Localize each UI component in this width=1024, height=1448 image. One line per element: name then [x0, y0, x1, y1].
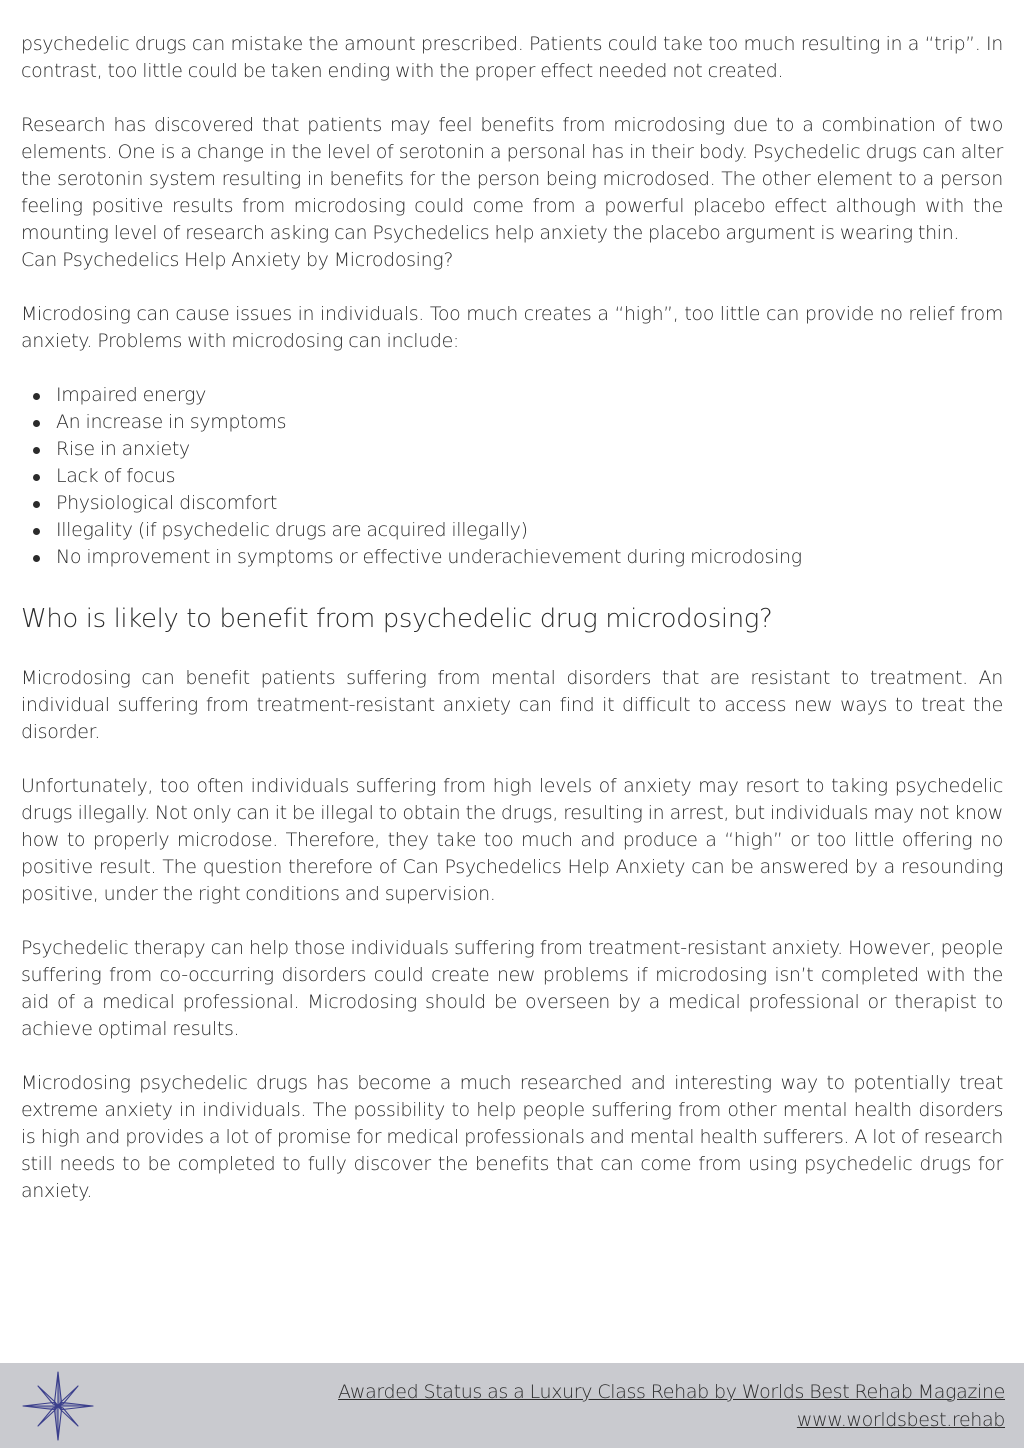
paragraph-research: Research has discovered that patients may feel benefits from microdosing due to a combination of two elements. One is a change in the level of serotonin a personal has in their body. Psychedelic drugs can alter the serotonin system resulting in benefits for the person being microdosed. The other element to a person feeling positive results from microdosing could come from a powerful placebo effect although with the mounting level of research asking can Psychedelics help anxiety the placebo argument is wearing thin.	[21, 114, 1003, 244]
paragraph-subheading: Can Psychedelics Help Anxiety by Microdosing?	[21, 249, 454, 271]
paragraph-conclusion: Microdosing psychedelic drugs has become a much researched and interesting way to potentially treat extreme anxiety in individuals. The possibility to help people suffering from other mental health disorders is high and provides a lot of promise for medical professionals and mental health sufferers. A lot of research still needs to be completed to fully discover the benefits that can come from using psychedelic drugs for anxiety.	[21, 1072, 1003, 1202]
list-item	[56, 517, 1003, 544]
bullet-icon	[33, 474, 40, 481]
paragraph-issues-intro: Microdosing can cause issues in individuals. Too much creates a “high”, too little can provide no relief from anxiety. Problems with microdosing can include:	[21, 303, 1003, 352]
list-item	[56, 490, 1003, 517]
list-item-text: Impaired energy	[56, 384, 207, 406]
bullet-icon	[33, 447, 40, 454]
paragraph-benefit: Microdosing can benefit patients suffering from mental disorders that are resistant to treatment. An individual suffering from treatment-resistant anxiety can find it difficult to access new ways to treat the disorder.	[21, 667, 1003, 743]
list-item-text: Illegality (if psychedelic drugs are acquired illegally)	[56, 519, 528, 541]
paragraph-therapy: Psychedelic therapy can help those individuals suffering from treatment-resistant anxiety. However, people suffering from co-occurring disorders could create new problems if microdosing isn’t completed with the aid of a medical professional. Microdosing should be overseen by a medical professional or therapist to achieve optimal results.	[21, 937, 1003, 1040]
list-item	[56, 544, 1003, 571]
award-link[interactable]: Awarded Status as a Luxury Class Rehab by Worlds Best Rehab Magazine	[338, 1381, 1005, 1403]
list-item-text: No improvement in symptoms or effective underachievement during microdosing	[56, 546, 802, 568]
paragraph-intro: psychedelic drugs can mistake the amount prescribed. Patients could take too much resulting in a “trip”. In contrast, too little could be taken ending with the proper effect needed not created.	[21, 33, 1003, 82]
list-item	[56, 382, 1003, 409]
paragraph-illegal-use: Unfortunately, too often individuals suffering from high levels of anxiety may resort to taking psychedelic drugs illegally. Not only can it be illegal to obtain the drugs, resulting in arrest, but individuals may not know how to properly microdose. Therefore, they take too much and produce a “high” or too little offering no positive result. The question therefore of Can Psychedelics Help Anxiety can be answered by a resounding positive, under the right conditions and supervision.	[21, 775, 1003, 905]
list-item	[56, 436, 1003, 463]
footer-links	[338, 1378, 1005, 1434]
list-item-text: An increase in symptoms	[56, 411, 287, 433]
list-item-text: Rise in anxiety	[56, 438, 190, 460]
bullet-icon	[33, 528, 40, 535]
bullet-icon	[33, 501, 40, 508]
bullet-icon	[33, 555, 40, 562]
list-item	[56, 409, 1003, 436]
footer-bar	[0, 1363, 1024, 1448]
bullet-icon	[33, 420, 40, 427]
list-item-text: Lack of focus	[56, 465, 176, 487]
list-item	[56, 463, 1003, 490]
section-heading: Who is likely to benefit from psychedelic drug microdosing?	[21, 604, 773, 634]
article-body	[21, 31, 1003, 1232]
bullet-icon	[33, 393, 40, 400]
issues-list	[21, 382, 1003, 571]
website-link[interactable]: www.worldsbest.rehab	[796, 1409, 1005, 1431]
list-item-text: Physiological discomfort	[56, 492, 278, 514]
compass-star-icon	[22, 1371, 94, 1441]
